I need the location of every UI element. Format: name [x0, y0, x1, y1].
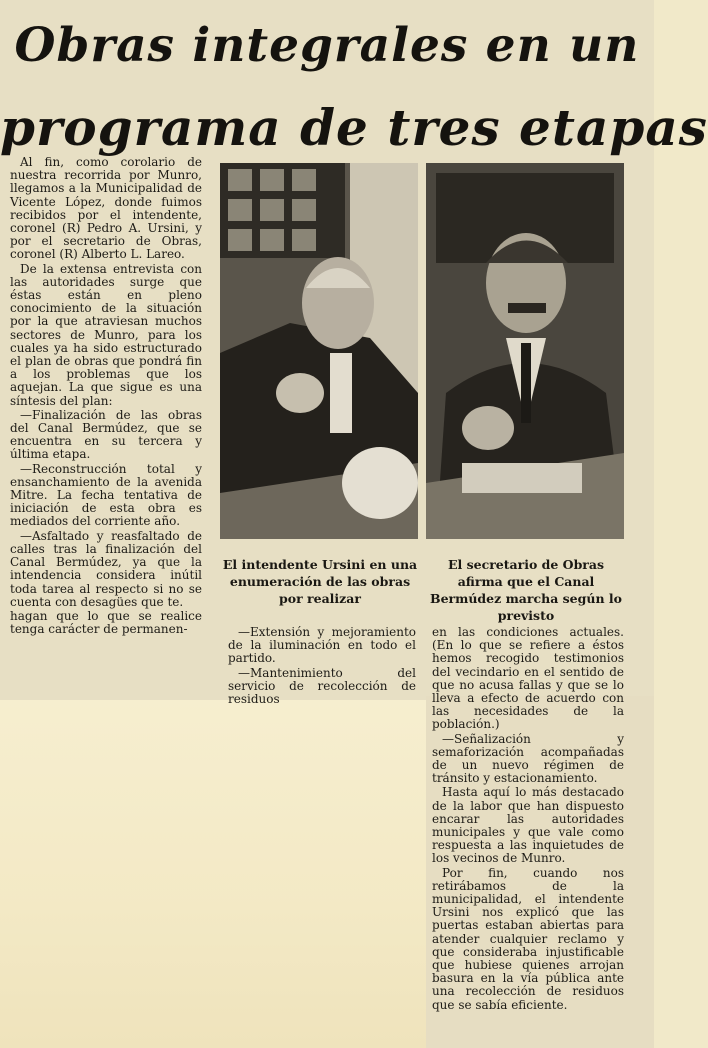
headline-line-2: programa de tres etapas — [0, 98, 708, 157]
paragraph: —Reconstrucción total y ensanchamiento de la avenida Mitre. La fecha tentativa de iniciación de esta obra es mediados del corriente año. — [10, 461, 202, 529]
article-column-middle — [228, 625, 416, 707]
article-column-right — [432, 626, 624, 1044]
photo-secretario-obras — [426, 163, 624, 539]
paragraph: —Finalización de las obras del Canal Bermúdez, que se encuentra en su tercera y última etapa. — [10, 407, 202, 462]
paragraph: —Señalización y semaforización acompañadas de un nuevo régimen de tránsito y estacionamiento. — [432, 731, 624, 786]
paragraph: —Mantenimiento del servicio de recolección de residuos — [228, 665, 416, 707]
paragraph: en las condiciones actuales. (En lo que se refiere a éstos hemos recogido testimonios del vecindario en el sentido de que no acusa fallas y que se lo lleva a efecto de acuerdo con las necesidades de la población.) — [432, 625, 624, 732]
photo-caption-right: El secretario de Obras afirma que el Canal Bermúdez marcha según lo previsto — [430, 557, 622, 623]
paragraph: Por fin, cuando nos retirábamos de la municipalidad, el intendente Ursini nos explicó que las puertas estaban abiertas para atender cualquier reclamo y que consideraba injustificable que hubiese quienes arrojan basura en la vía pública ante una recolección de residuos que se sabía eficiente. — [432, 865, 624, 1012]
paragraph: hagan que lo que se realice tenga carácter de permanen- — [10, 608, 202, 637]
article-column-left — [10, 156, 202, 696]
paragraph: —Extensión y mejoramiento de la iluminación en todo el partido. — [228, 625, 416, 666]
photo-caption-left: El intendente Ursini en una enumeración de las obras por realizar — [222, 557, 418, 606]
photo-intendente-ursini — [220, 163, 418, 539]
paragraph: —Asfaltado y reasfaltado de calles tras la finalización del Canal Bermúdez, ya que la intendencia considera inútil toda tarea al respecto si no se cuenta con desagües que te. — [10, 528, 202, 609]
scrapbook-page — [0, 700, 426, 1048]
paragraph: Al fin, como corolario de nuestra recorrida por Munro, llegamos a la Municipalidad de Vicente López, donde fuimos recibidos por el intendente, coronel (R) Pedro A. Ursini, y por el secretario de Obras, coronel (R) Alberto L. Lareo. — [10, 155, 202, 262]
paragraph: De la extensa entrevista con las autoridades surge que éstas están en pleno conocimiento de la situación por la que atraviesan muchos sectores de Munro, para los cuales ya ha sido estructurado el plan de obras que pondrá fin a los problemas que los aquejan. La que sigue es una síntesis del plan: — [10, 261, 202, 408]
headline-line-1: Obras integrales en un — [14, 18, 640, 73]
paragraph: Hasta aquí lo más destacado de la labor que han dispuesto encarar las autoridades municipales y que vale como respuesta a las inquietudes de los vecinos de Munro. — [432, 785, 624, 866]
